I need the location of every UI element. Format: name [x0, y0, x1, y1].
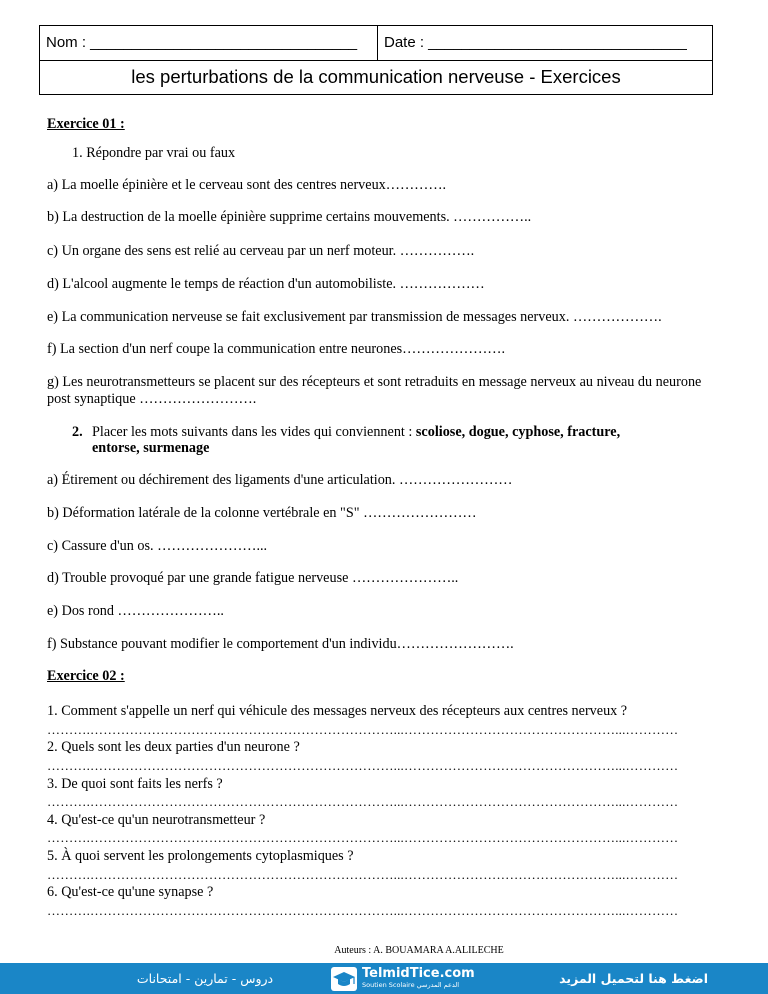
definition-d: d) Trouble provoqué par une grande fatigue nerveuse …………………..	[47, 570, 459, 586]
ex2-question-1: 1. Comment s'appelle un nerf qui véhicule des messages nerveux des récepteurs aux centres nerveux ?	[47, 703, 628, 719]
statement-e: e) La communication nerveuse se fait exclusivement par transmission de messages nerveux. ……………….	[47, 309, 662, 325]
statement-g: g) Les neurotransmetteurs se placent sur des récepteurs et sont retraduits en message nerveux au niveau du neurone post synaptique …………………….	[47, 374, 702, 407]
question-2-instruction: Placer les mots suivants dans les vides qui conviennent :	[92, 424, 413, 440]
definition-e: e) Dos rond …………………..	[47, 603, 224, 619]
footer-banner[interactable]	[0, 963, 768, 994]
footer-left-link[interactable]: دروس - تمارين - امتحانات	[136, 971, 274, 986]
authors-credit: Auteurs : A. BOUAMARA A.ALILECHE	[334, 945, 504, 956]
answer-line-1: ……….……………………………………………………………...…………………………………………...…………	[47, 723, 679, 737]
ex2-question-6: 6. Qu'est-ce qu'une synapse ?	[47, 884, 214, 900]
graduation-cap-icon	[330, 966, 358, 992]
question-2-text	[92, 424, 620, 441]
name-field: Nom : ________________________________	[40, 26, 378, 60]
ex2-question-4: 4. Qu'est-ce qu'un neurotransmetteur ?	[47, 812, 266, 828]
question-1: 1. Répondre par vrai ou faux	[72, 145, 236, 161]
answer-line-6: ……….……………………………………………………………...…………………………………………...…………	[47, 904, 679, 918]
question-2-number: 2.	[72, 424, 83, 440]
definition-b: b) Déformation latérale de la colonne vertébrale en "S" ……………………	[47, 505, 477, 521]
statement-d: d) L'alcool augmente le temps de réaction d'un automobiliste. ………………	[47, 276, 485, 292]
statement-a: a) La moelle épinière et le cerveau sont des centres nerveux………….	[47, 177, 447, 193]
statement-f: f) La section d'un nerf coupe la communication entre neurones………………….	[47, 341, 505, 357]
definition-a: a) Étirement ou déchirement des ligaments d'une articulation. ……………………	[47, 472, 513, 488]
site-logo[interactable]	[330, 965, 510, 992]
download-more-link[interactable]: اضغط هنا لتحميل المزيد	[559, 971, 708, 986]
header-row	[40, 26, 712, 61]
answer-line-4: ……….……………………………………………………………...…………………………………………...…………	[47, 831, 679, 845]
logo-name: TelmidTice.com	[362, 966, 475, 981]
logo-subtitle: Soutien Scolaire الدعم المدرسي	[362, 981, 460, 989]
question-2-words-cont: entorse, surmenage	[92, 440, 210, 456]
page-title: les perturbations de la communication nerveuse - Exercices	[131, 66, 621, 87]
exercise-1-heading: Exercice 01 :	[47, 116, 125, 132]
answer-line-5: ……….……………………………………………………………...…………………………………………...…………	[47, 868, 679, 882]
statement-b: b) La destruction de la moelle épinière supprime certains mouvements. ……………..	[47, 209, 532, 225]
header-table	[39, 25, 713, 95]
ex2-question-2: 2. Quels sont les deux parties d'un neurone ?	[47, 739, 300, 755]
answer-line-3: ……….……………………………………………………………...…………………………………………...…………	[47, 795, 679, 809]
definition-f: f) Substance pouvant modifier le comportement d'un individu…………………….	[47, 636, 514, 652]
answer-line-2: ……….……………………………………………………………...…………………………………………...…………	[47, 759, 679, 773]
exercise-2-heading: Exercice 02 :	[47, 668, 125, 684]
question-2-words: scoliose, dogue, cyphose, fracture,	[415, 424, 621, 440]
ex2-question-5: 5. À quoi servent les prolongements cytoplasmiques ?	[47, 848, 354, 864]
statement-c: c) Un organe des sens est relié au cerveau par un nerf moteur. …………….	[47, 243, 475, 259]
ex2-question-3: 3. De quoi sont faits les nerfs ?	[47, 776, 223, 792]
definition-c: c) Cassure d'un os. …………………...	[47, 538, 268, 554]
date-field: Date : _______________________________	[384, 34, 687, 51]
